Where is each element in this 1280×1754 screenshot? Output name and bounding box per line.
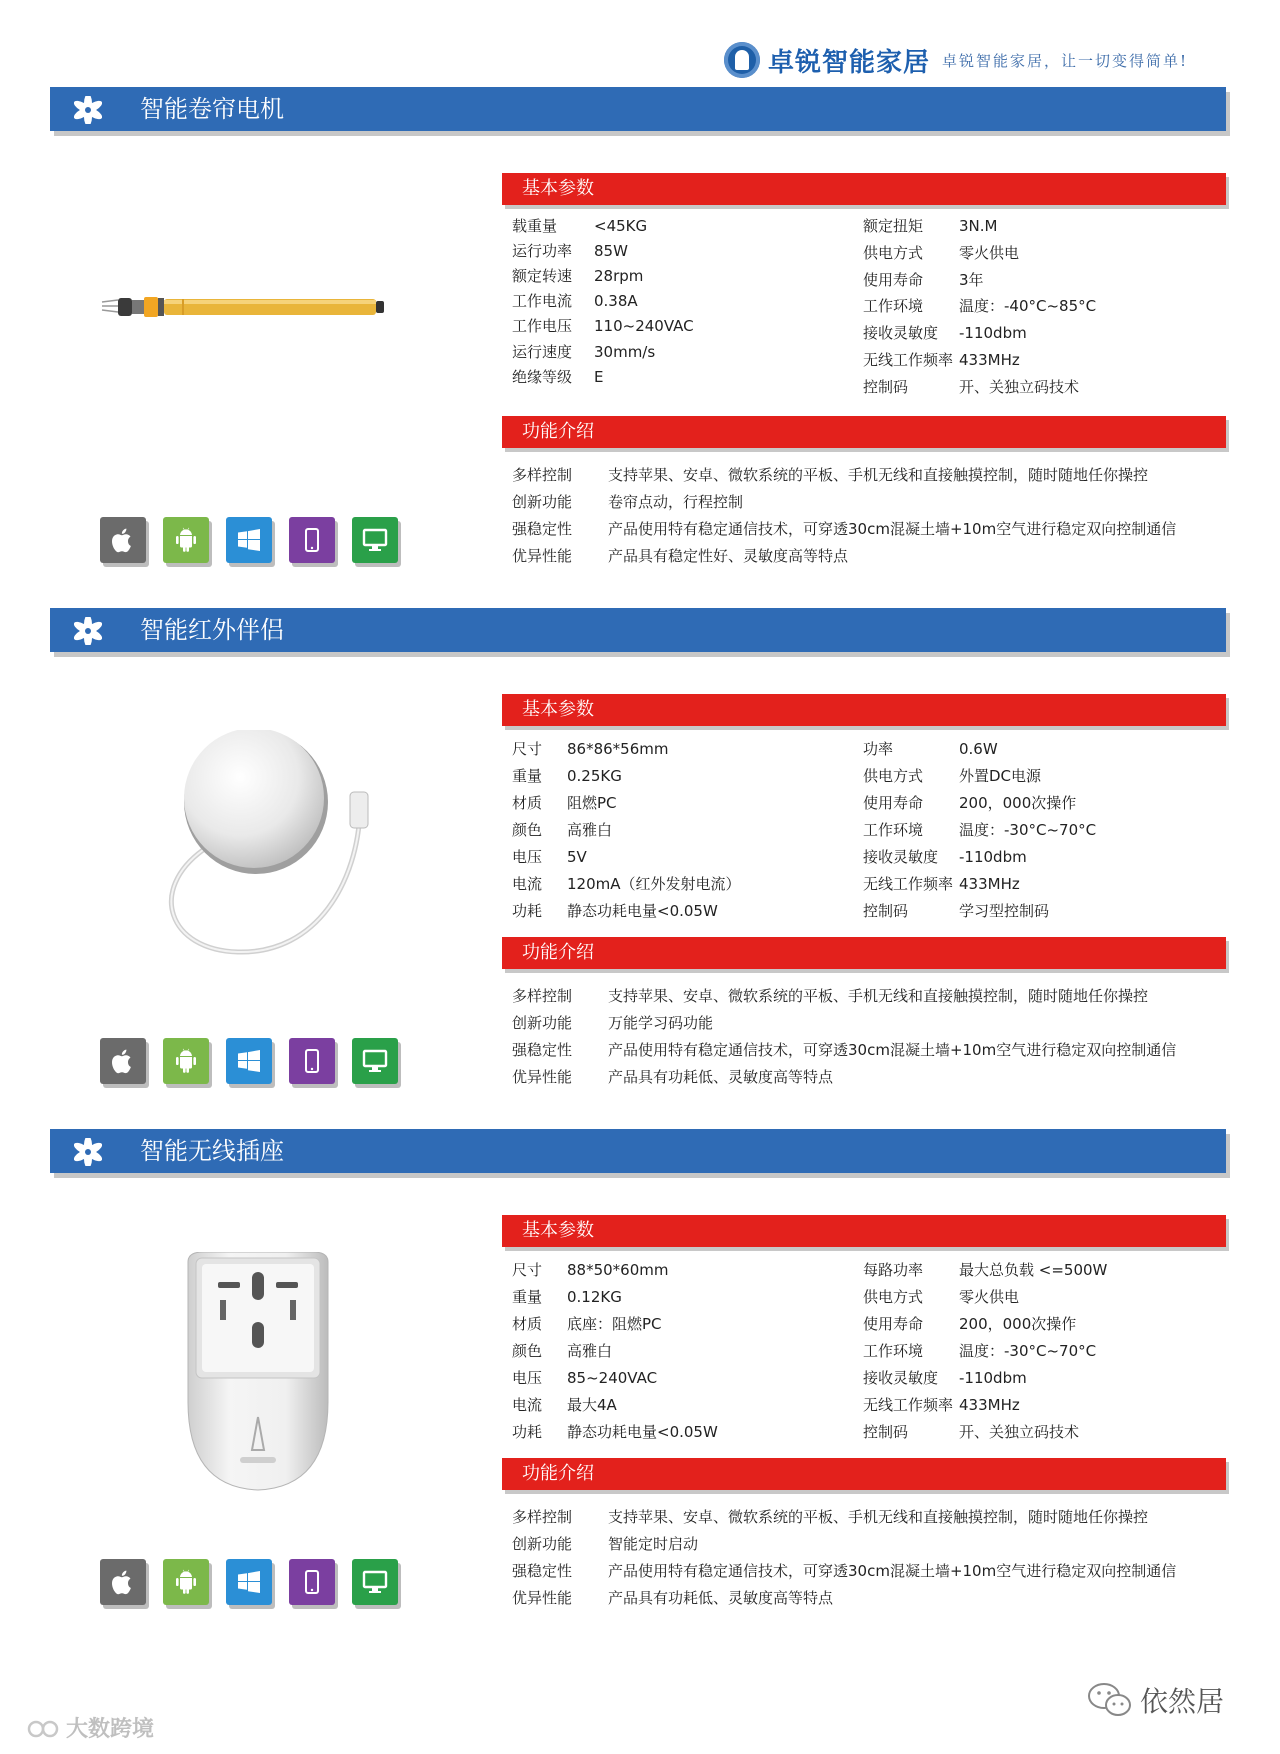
basic-params-bar bbox=[502, 1215, 1226, 1247]
feature-label: 强稳定性 bbox=[512, 1562, 573, 1580]
param-value: 0.38A bbox=[594, 292, 638, 310]
feature-value: 产品具有稳定性好、灵敏度高等特点 bbox=[608, 547, 849, 565]
param-label: 供电方式 bbox=[863, 767, 924, 785]
param-label: 工作电压 bbox=[512, 317, 573, 335]
apple-icon bbox=[100, 517, 146, 563]
feature-value: 万能学习码功能 bbox=[608, 1014, 714, 1032]
param-value: 88*50*60mm bbox=[567, 1261, 669, 1279]
param-label: 额定转速 bbox=[512, 267, 573, 285]
param-label: 接收灵敏度 bbox=[863, 848, 939, 866]
section-header-wireless-socket bbox=[50, 1129, 1226, 1173]
feature-label: 创新功能 bbox=[512, 1535, 573, 1553]
param-value: 433MHz bbox=[959, 351, 1020, 369]
param-label: 额定扭矩 bbox=[863, 217, 924, 235]
basic-params-bar bbox=[502, 694, 1226, 726]
param-label: 工作环境 bbox=[863, 1342, 924, 1360]
param-value: 静态功耗电量<0.05W bbox=[567, 1423, 718, 1441]
basic-params-bar bbox=[502, 173, 1226, 205]
param-value: 0.25KG bbox=[567, 767, 622, 785]
param-value: 0.6W bbox=[959, 740, 998, 758]
param-value: 30mm/s bbox=[594, 343, 656, 361]
feature-value: 支持苹果、安卓、微软系统的平板、手机无线和直接触摸控制，随时随地任你操控 bbox=[608, 466, 1149, 484]
param-label: 材质 bbox=[512, 1315, 543, 1333]
windows-icon bbox=[226, 1038, 272, 1084]
features-bar bbox=[502, 937, 1226, 969]
feature-value: 支持苹果、安卓、微软系统的平板、手机无线和直接触摸控制，随时随地任你操控 bbox=[608, 1508, 1149, 1526]
param-label: 重量 bbox=[512, 1288, 543, 1306]
watermark-left bbox=[26, 1712, 154, 1743]
param-value: 最大4A bbox=[567, 1396, 617, 1414]
feature-value: 产品使用特有稳定通信技术，可穿透30cm混凝土墙+10m空气进行稳定双向控制通信 bbox=[608, 520, 1177, 538]
param-label: 控制码 bbox=[863, 378, 909, 396]
param-value: 5V bbox=[567, 848, 587, 866]
flower-icon bbox=[74, 96, 102, 124]
param-label: 运行速度 bbox=[512, 343, 573, 361]
param-label: 控制码 bbox=[863, 1423, 909, 1441]
roller-motor-image bbox=[96, 290, 396, 330]
param-value: E bbox=[594, 368, 604, 386]
tablet-icon bbox=[289, 517, 335, 563]
param-value: -110dbm bbox=[959, 1369, 1027, 1387]
param-value: 开、关独立码技术 bbox=[959, 378, 1080, 396]
section-title: 智能红外伴侣 bbox=[140, 616, 284, 644]
feature-value: 产品使用特有稳定通信技术，可穿透30cm混凝土墙+10m空气进行稳定双向控制通信 bbox=[608, 1041, 1177, 1059]
param-label: 使用寿命 bbox=[863, 271, 924, 289]
features-bar bbox=[502, 1458, 1226, 1490]
param-label: 接收灵敏度 bbox=[863, 1369, 939, 1387]
param-label: 功耗 bbox=[512, 1423, 543, 1441]
feature-label: 多样控制 bbox=[512, 466, 573, 484]
section-title: 智能无线插座 bbox=[140, 1137, 284, 1165]
param-label: 无线工作频率 bbox=[863, 1396, 954, 1414]
platform-icons bbox=[100, 1559, 410, 1609]
feature-label: 优异性能 bbox=[512, 1589, 573, 1607]
feature-value: 产品使用特有稳定通信技术，可穿透30cm混凝土墙+10m空气进行稳定双向控制通信 bbox=[608, 1562, 1177, 1580]
param-label: 供电方式 bbox=[863, 244, 924, 262]
android-icon bbox=[163, 517, 209, 563]
param-value: 85W bbox=[594, 242, 628, 260]
param-value: 433MHz bbox=[959, 875, 1020, 893]
feature-label: 优异性能 bbox=[512, 1068, 573, 1086]
feature-value: 智能定时启动 bbox=[608, 1535, 699, 1553]
basic-params-title: 基本参数 bbox=[522, 1220, 594, 1241]
param-value: 200，000次操作 bbox=[959, 1315, 1077, 1333]
param-label: 颜色 bbox=[512, 1342, 543, 1360]
apple-icon bbox=[100, 1038, 146, 1084]
param-label: 电压 bbox=[512, 1369, 543, 1387]
param-value: -110dbm bbox=[959, 324, 1027, 342]
platform-icons bbox=[100, 517, 410, 567]
desktop-icon bbox=[352, 1559, 398, 1605]
android-icon bbox=[163, 1559, 209, 1605]
param-value: 86*86*56mm bbox=[567, 740, 669, 758]
apple-icon bbox=[100, 1559, 146, 1605]
watermark-right bbox=[1086, 1680, 1224, 1720]
section-header-ir-companion bbox=[50, 608, 1226, 652]
android-icon bbox=[163, 1038, 209, 1084]
param-value: 110~240VAC bbox=[594, 317, 694, 335]
param-value: 433MHz bbox=[959, 1396, 1020, 1414]
features-title: 功能介绍 bbox=[522, 421, 594, 442]
feature-label: 创新功能 bbox=[512, 493, 573, 511]
param-label: 控制码 bbox=[863, 902, 909, 920]
ir-companion-image bbox=[128, 730, 388, 970]
param-label: 绝缘等级 bbox=[512, 368, 573, 386]
param-label: 功耗 bbox=[512, 902, 543, 920]
feature-label: 多样控制 bbox=[512, 1508, 573, 1526]
param-label: 使用寿命 bbox=[863, 794, 924, 812]
tablet-icon bbox=[289, 1038, 335, 1084]
feature-label: 强稳定性 bbox=[512, 520, 573, 538]
param-value: 静态功耗电量<0.05W bbox=[567, 902, 718, 920]
param-label: 载重量 bbox=[512, 217, 558, 235]
param-value: 3年 bbox=[959, 271, 984, 289]
desktop-icon bbox=[352, 1038, 398, 1084]
param-value: 零火供电 bbox=[959, 1288, 1020, 1306]
brand-header bbox=[724, 36, 1188, 84]
feature-value: 支持苹果、安卓、微软系统的平板、手机无线和直接触摸控制，随时随地任你操控 bbox=[608, 987, 1149, 1005]
wireless-socket-image bbox=[178, 1252, 338, 1492]
param-value: 开、关独立码技术 bbox=[959, 1423, 1080, 1441]
param-label: 电流 bbox=[512, 875, 543, 893]
features-title: 功能介绍 bbox=[522, 1463, 594, 1484]
watermark-logo-icon bbox=[26, 1717, 60, 1739]
param-label: 尺寸 bbox=[512, 1261, 543, 1279]
param-label: 无线工作频率 bbox=[863, 875, 954, 893]
brand-slogan: 卓锐智能家居，让一切变得简单! bbox=[942, 51, 1189, 70]
features-title: 功能介绍 bbox=[522, 942, 594, 963]
feature-label: 多样控制 bbox=[512, 987, 573, 1005]
param-value: -110dbm bbox=[959, 848, 1027, 866]
windows-icon bbox=[226, 1559, 272, 1605]
section-title: 智能卷帘电机 bbox=[140, 95, 284, 123]
feature-label: 优异性能 bbox=[512, 547, 573, 565]
param-label: 尺寸 bbox=[512, 740, 543, 758]
param-label: 颜色 bbox=[512, 821, 543, 839]
param-label: 重量 bbox=[512, 767, 543, 785]
param-value: 最大总负载 <=500W bbox=[959, 1261, 1108, 1279]
param-value: <45KG bbox=[594, 217, 648, 235]
wechat-icon bbox=[1086, 1680, 1134, 1720]
param-label: 材质 bbox=[512, 794, 543, 812]
param-label: 运行功率 bbox=[512, 242, 573, 260]
param-label: 每路功率 bbox=[863, 1261, 924, 1279]
param-label: 电压 bbox=[512, 848, 543, 866]
param-label: 工作环境 bbox=[863, 821, 924, 839]
flower-icon bbox=[74, 1138, 102, 1166]
watermark-left-text: 大数跨境 bbox=[66, 1717, 155, 1742]
param-value: 120mA（红外发射电流） bbox=[567, 875, 741, 893]
param-value: 200，000次操作 bbox=[959, 794, 1077, 812]
param-label: 无线工作频率 bbox=[863, 351, 954, 369]
feature-value: 卷帘点动，行程控制 bbox=[608, 493, 744, 511]
param-value: 28rpm bbox=[594, 267, 644, 285]
feature-label: 创新功能 bbox=[512, 1014, 573, 1032]
platform-icons bbox=[100, 1038, 410, 1088]
tablet-icon bbox=[289, 1559, 335, 1605]
param-value: 温度：-30°C~70°C bbox=[959, 1342, 1097, 1360]
desktop-icon bbox=[352, 517, 398, 563]
param-value: 高雅白 bbox=[567, 1342, 613, 1360]
watermark-right-text: 依然居 bbox=[1140, 1685, 1225, 1718]
param-label: 工作环境 bbox=[863, 297, 924, 315]
param-label: 供电方式 bbox=[863, 1288, 924, 1306]
param-value: 温度：-40°C~85°C bbox=[959, 297, 1097, 315]
brand-name: 卓锐智能家居 bbox=[768, 47, 931, 78]
param-value: 阻燃PC bbox=[567, 794, 617, 812]
param-value: 高雅白 bbox=[567, 821, 613, 839]
param-value: 85~240VAC bbox=[567, 1369, 658, 1387]
feature-value: 产品具有功耗低、灵敏度高等特点 bbox=[608, 1068, 834, 1086]
flower-icon bbox=[74, 617, 102, 645]
param-value: 3N.M bbox=[959, 217, 998, 235]
param-value: 外置DC电源 bbox=[959, 767, 1042, 785]
param-label: 使用寿命 bbox=[863, 1315, 924, 1333]
basic-params-title: 基本参数 bbox=[522, 699, 594, 720]
param-label: 功率 bbox=[863, 740, 894, 758]
windows-icon bbox=[226, 517, 272, 563]
param-label: 接收灵敏度 bbox=[863, 324, 939, 342]
basic-params-title: 基本参数 bbox=[522, 178, 594, 199]
feature-label: 强稳定性 bbox=[512, 1041, 573, 1059]
section-header-roller-motor bbox=[50, 87, 1226, 131]
param-label: 电流 bbox=[512, 1396, 543, 1414]
features-bar bbox=[502, 416, 1226, 448]
feature-value: 产品具有功耗低、灵敏度高等特点 bbox=[608, 1589, 834, 1607]
param-value: 零火供电 bbox=[959, 244, 1020, 262]
param-value: 学习型控制码 bbox=[959, 902, 1050, 920]
param-label: 工作电流 bbox=[512, 292, 573, 310]
brand-logo-icon bbox=[724, 42, 760, 78]
param-value: 底座：阻燃PC bbox=[567, 1315, 662, 1333]
param-value: 0.12KG bbox=[567, 1288, 622, 1306]
param-value: 温度：-30°C~70°C bbox=[959, 821, 1097, 839]
